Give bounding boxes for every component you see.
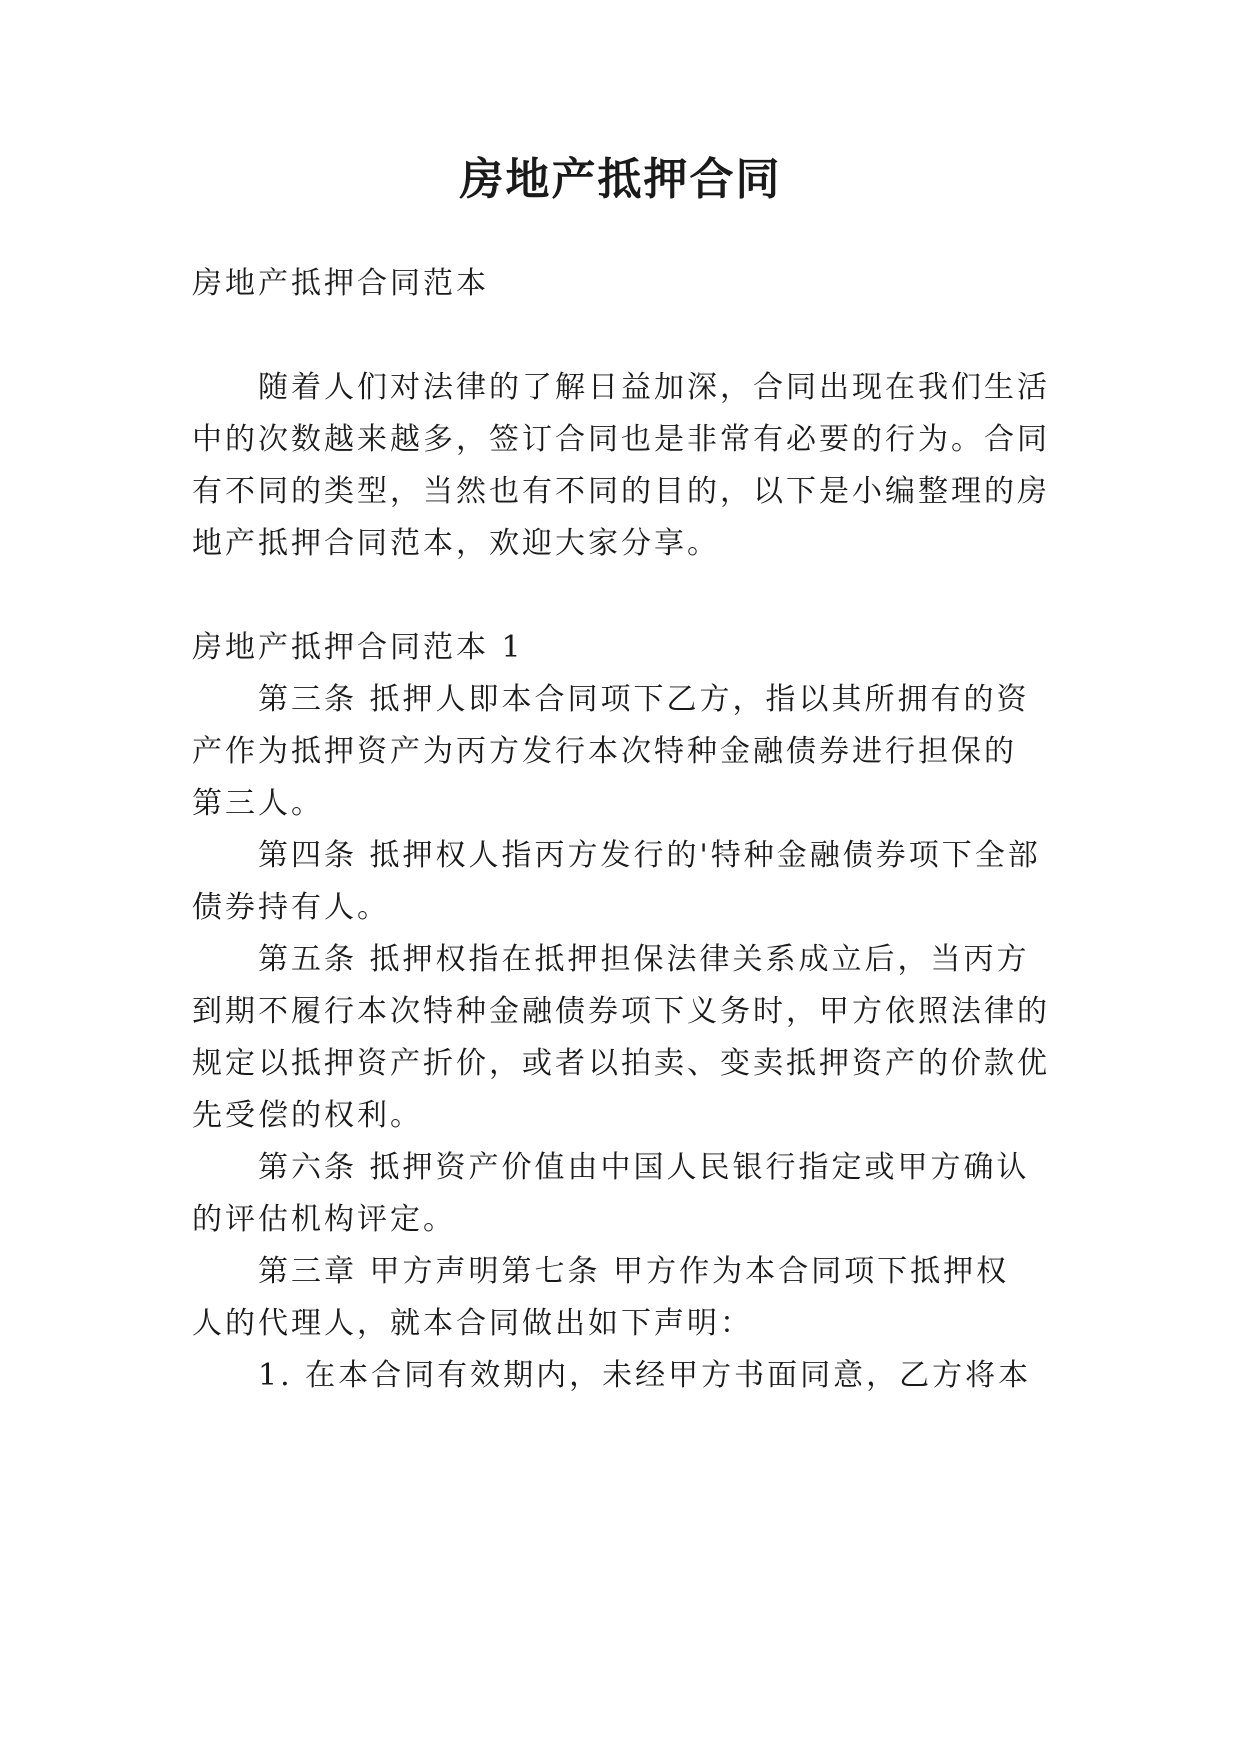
intro-line: 随着人们对法律的了解日益加深，合同出现在我们生活 <box>258 370 1050 405</box>
body-line: 第五条 抵押权指在抵押担保法律关系成立后，当丙方 <box>258 942 1030 977</box>
body-line: 人的代理人，就本合同做出如下声明： <box>192 1306 753 1341</box>
body-line: 债券持有人。 <box>192 890 390 925</box>
body-line: 第三章 甲方声明第七条 甲方作为本合同项下抵押权 <box>258 1254 1010 1289</box>
body-line: 第三条 抵押人即本合同项下乙方，指以其所拥有的资 <box>258 682 1030 717</box>
body-line: 第六条 抵押资产价值由中国人民银行指定或甲方确认 <box>258 1150 1030 1185</box>
body-line: 1. 在本合同有效期内，未经甲方书面同意，乙方将本 <box>258 1358 1032 1393</box>
body-line: 的评估机构评定。 <box>192 1202 456 1237</box>
body-line: 到期不履行本次特种金融债券项下义务时，甲方依照法律的 <box>192 994 1050 1029</box>
body-line: 产作为抵押资产为丙方发行本次特种金融债券进行担保的 <box>192 734 1017 769</box>
body-line: 第四条 抵押权人指丙方发行的'特种金融债券项下全部 <box>258 838 1041 873</box>
intro-line: 地产抵押合同范本，欢迎大家分享。 <box>192 526 720 561</box>
intro-line: 中的次数越来越多，签订合同也是非常有必要的行为。合同 <box>192 422 1050 457</box>
intro-line: 有不同的类型，当然也有不同的目的，以下是小编整理的房 <box>192 474 1050 509</box>
document-title: 房地产抵押合同 <box>459 154 782 205</box>
subtitle: 房地产抵押合同范本 <box>192 266 489 301</box>
body-line: 第三人。 <box>192 786 324 821</box>
section-heading: 房地产抵押合同范本 1 <box>192 630 524 665</box>
body-line: 规定以抵押资产折价，或者以拍卖、变卖抵押资产的价款优 <box>192 1046 1050 1081</box>
body-line: 先受偿的权利。 <box>192 1098 423 1133</box>
